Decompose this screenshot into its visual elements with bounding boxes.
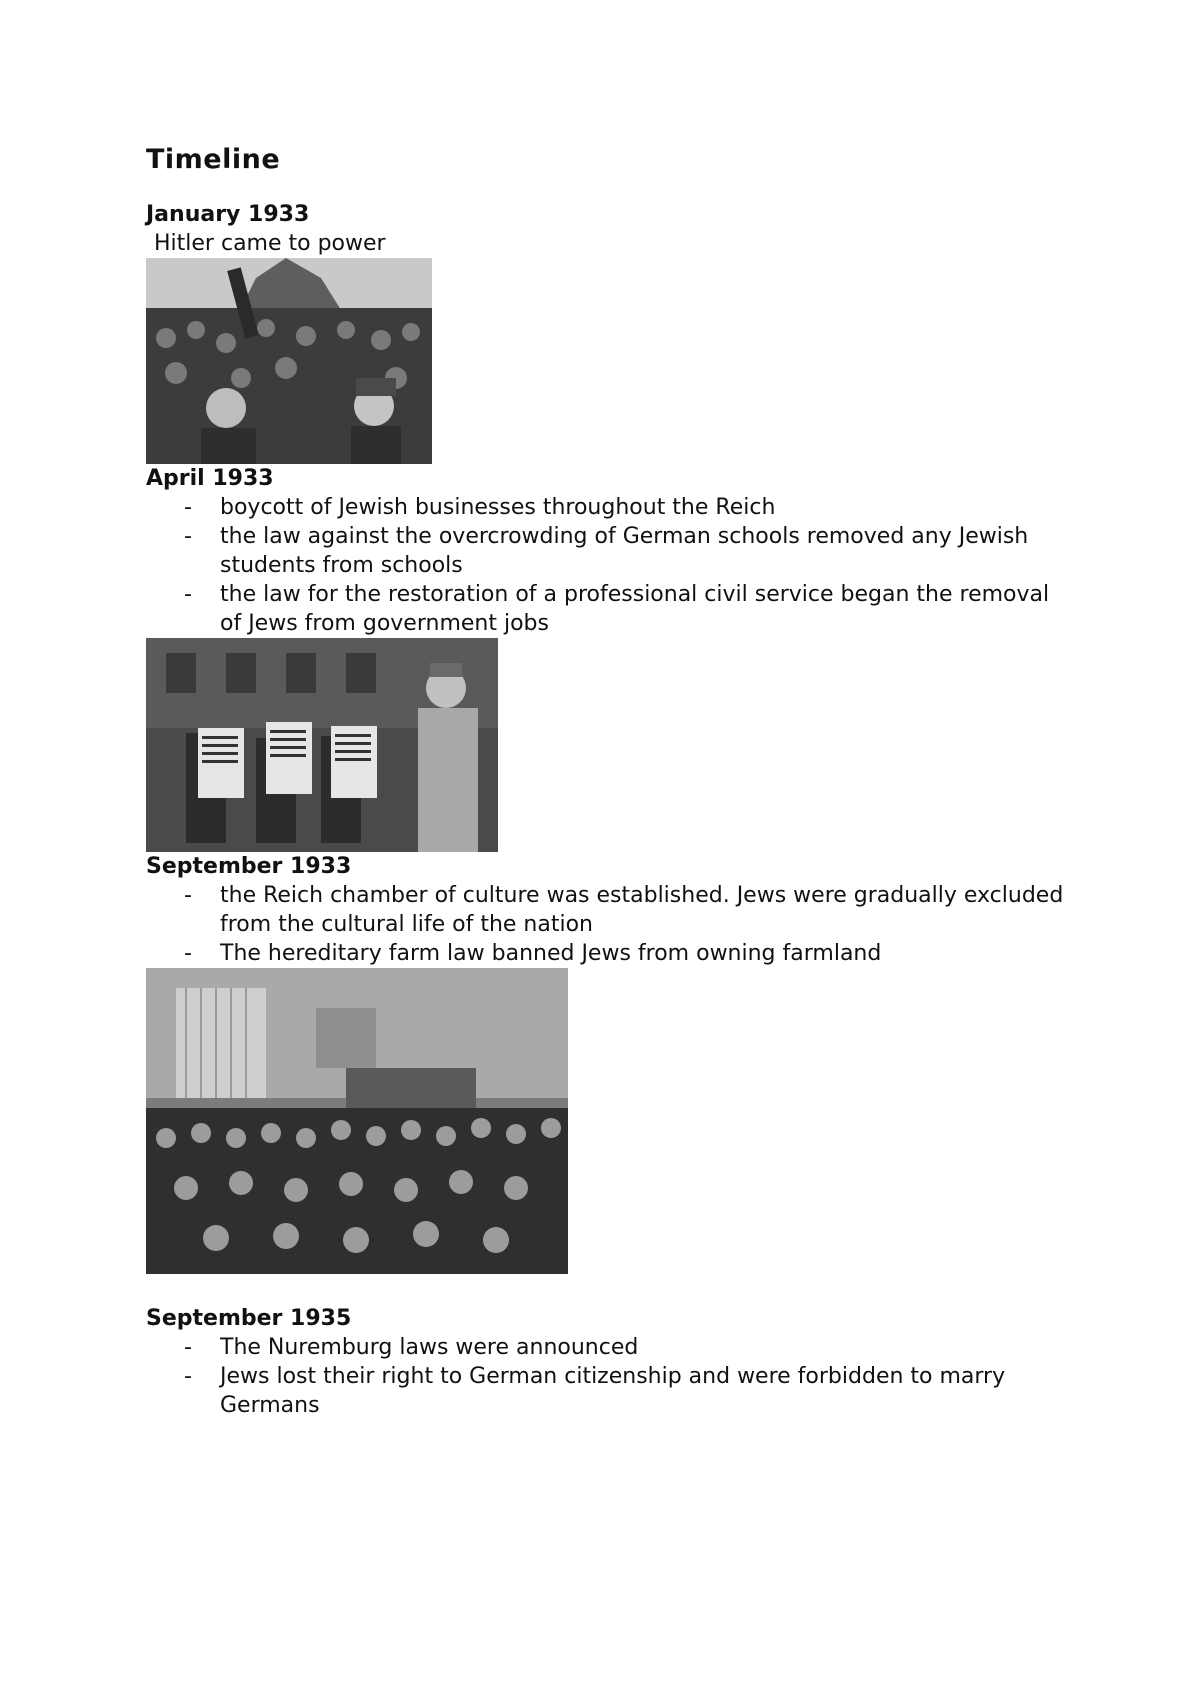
list-item: - Jews lost their right to German citizenship and were forbidden to marry Germans	[146, 1362, 1076, 1420]
section-september-1933	[146, 852, 1076, 1274]
section-april-1933	[146, 464, 1076, 852]
list-item: - The hereditary farm law banned Jews from owning farmland	[146, 939, 1076, 968]
list-item: - the law against the overcrowding of German schools removed any Jewish students from schools	[146, 522, 1076, 580]
section-date: January 1933	[146, 202, 310, 227]
section-date: September 1935	[146, 1306, 352, 1331]
list-item: - The Nuremburg laws were announced	[146, 1333, 1076, 1362]
assembly-hall-photo	[146, 968, 568, 1274]
section-january-1933	[146, 200, 1076, 464]
section-text: Hitler came to power	[154, 231, 386, 256]
event-list	[146, 1333, 1076, 1420]
list-item: - the Reich chamber of culture was established. Jews were gradually excluded from the cultural life of the nation	[146, 881, 1076, 939]
list-item: - the law for the restoration of a professional civil service began the removal of Jews from government jobs	[146, 580, 1076, 638]
section-date: September 1933	[146, 854, 352, 879]
list-item: - boycott of Jewish businesses throughout the Reich	[146, 493, 1076, 522]
event-list	[146, 881, 1076, 968]
document-page	[146, 142, 1076, 1420]
section-date: April 1933	[146, 466, 274, 491]
event-list	[146, 493, 1076, 638]
section-spacer	[146, 1274, 1076, 1304]
boycott-street-photo	[146, 638, 498, 852]
page-title: Timeline	[146, 144, 281, 175]
section-september-1935	[146, 1304, 1076, 1420]
crowd-salute-photo	[146, 258, 432, 464]
